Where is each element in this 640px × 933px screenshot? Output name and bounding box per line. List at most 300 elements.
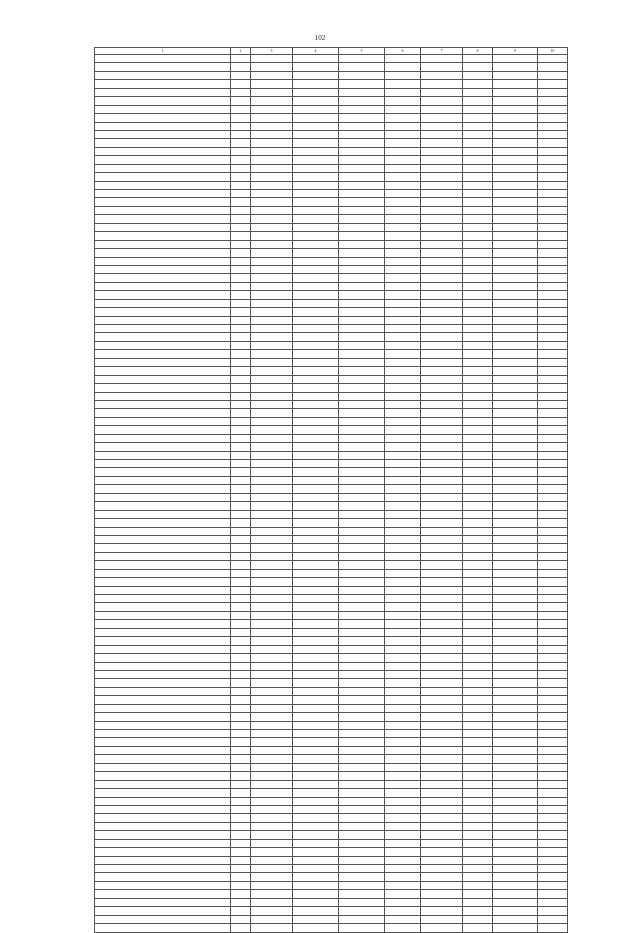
table-row	[95, 139, 568, 147]
table-cell	[251, 772, 293, 780]
table-cell	[293, 915, 339, 923]
table-cell	[463, 552, 493, 560]
table-cell	[463, 907, 493, 915]
table-cell	[385, 460, 421, 468]
table-cell	[421, 502, 463, 510]
table-cell	[293, 460, 339, 468]
table-cell	[538, 392, 568, 400]
table-cell	[421, 578, 463, 586]
table-cell	[538, 460, 568, 468]
table-cell	[493, 156, 538, 164]
table-cell	[421, 730, 463, 738]
table-cell	[463, 578, 493, 586]
table-cell	[463, 434, 493, 442]
table-cell	[231, 662, 251, 670]
table-cell	[493, 780, 538, 788]
table-cell	[538, 240, 568, 248]
table-cell	[421, 713, 463, 721]
table-cell	[385, 468, 421, 476]
table-cell	[231, 789, 251, 797]
table-row	[95, 130, 568, 138]
table-cell	[538, 223, 568, 231]
table-cell	[95, 400, 231, 408]
table-row	[95, 417, 568, 425]
table-cell	[493, 358, 538, 366]
table-cell	[231, 654, 251, 662]
table-cell	[251, 198, 293, 206]
column-number: 7	[421, 48, 463, 55]
table-cell	[293, 417, 339, 425]
table-cell	[463, 114, 493, 122]
table-row	[95, 468, 568, 476]
table-cell	[538, 350, 568, 358]
table-cell	[463, 797, 493, 805]
table-cell	[421, 839, 463, 847]
table-cell	[538, 358, 568, 366]
table-cell	[463, 839, 493, 847]
table-cell	[538, 114, 568, 122]
table-cell	[293, 814, 339, 822]
table-cell	[421, 400, 463, 408]
table-cell	[493, 417, 538, 425]
column-number: 1	[95, 48, 231, 55]
table-cell	[251, 130, 293, 138]
table-cell	[293, 856, 339, 864]
table-cell	[95, 105, 231, 113]
table-cell	[421, 367, 463, 375]
table-row	[95, 476, 568, 484]
table-cell	[493, 485, 538, 493]
table-cell	[231, 80, 251, 88]
table-cell	[95, 215, 231, 223]
table-cell	[538, 97, 568, 105]
table-cell	[421, 797, 463, 805]
table-cell	[293, 569, 339, 577]
table-cell	[463, 341, 493, 349]
table-cell	[231, 122, 251, 130]
table-cell	[385, 586, 421, 594]
table-cell	[421, 746, 463, 754]
table-row	[95, 367, 568, 375]
table-cell	[231, 164, 251, 172]
table-cell	[293, 139, 339, 147]
table-cell	[293, 510, 339, 518]
table-cell	[538, 308, 568, 316]
table-cell	[293, 789, 339, 797]
table-cell	[463, 308, 493, 316]
table-cell	[421, 645, 463, 653]
table-cell	[538, 924, 568, 932]
table-cell	[251, 730, 293, 738]
table-cell	[385, 443, 421, 451]
table-cell	[95, 274, 231, 282]
table-cell	[421, 890, 463, 898]
table-row	[95, 789, 568, 797]
table-cell	[95, 485, 231, 493]
table-cell	[293, 392, 339, 400]
table-cell	[538, 181, 568, 189]
table-cell	[538, 628, 568, 636]
table-cell	[538, 603, 568, 611]
table-cell	[421, 451, 463, 459]
table-cell	[95, 561, 231, 569]
table-cell	[95, 502, 231, 510]
table-cell	[493, 55, 538, 63]
table-row	[95, 97, 568, 105]
table-row	[95, 232, 568, 240]
table-cell	[95, 738, 231, 746]
table-cell	[538, 848, 568, 856]
table-cell	[293, 898, 339, 906]
table-cell	[251, 443, 293, 451]
table-cell	[538, 535, 568, 543]
table-cell	[293, 679, 339, 687]
table-cell	[493, 502, 538, 510]
table-cell	[493, 97, 538, 105]
table-cell	[538, 763, 568, 771]
table-cell	[251, 156, 293, 164]
table-row	[95, 687, 568, 695]
table-row	[95, 291, 568, 299]
table-cell	[493, 721, 538, 729]
table-cell	[251, 493, 293, 501]
column-number: 5	[339, 48, 385, 55]
table-cell	[293, 164, 339, 172]
table-cell	[538, 190, 568, 198]
table-cell	[231, 881, 251, 889]
table-cell	[95, 907, 231, 915]
table-cell	[339, 856, 385, 864]
table-cell	[385, 755, 421, 763]
table-cell	[293, 350, 339, 358]
table-cell	[385, 274, 421, 282]
table-cell	[231, 569, 251, 577]
table-cell	[293, 881, 339, 889]
table-cell	[421, 417, 463, 425]
table-cell	[463, 544, 493, 552]
table-cell	[538, 502, 568, 510]
table-cell	[463, 164, 493, 172]
table-cell	[493, 679, 538, 687]
table-row	[95, 443, 568, 451]
table-cell	[538, 578, 568, 586]
table-cell	[251, 468, 293, 476]
table-cell	[385, 620, 421, 628]
table-cell	[421, 873, 463, 881]
table-cell	[463, 603, 493, 611]
table-cell	[421, 316, 463, 324]
table-cell	[251, 679, 293, 687]
table-cell	[339, 190, 385, 198]
table-cell	[231, 460, 251, 468]
table-cell	[231, 223, 251, 231]
table-cell	[95, 890, 231, 898]
table-cell	[493, 763, 538, 771]
table-row	[95, 206, 568, 214]
table-cell	[339, 780, 385, 788]
table-cell	[95, 232, 231, 240]
table-cell	[385, 738, 421, 746]
table-cell	[339, 409, 385, 417]
table-row	[95, 485, 568, 493]
table-cell	[95, 535, 231, 543]
table-row	[95, 620, 568, 628]
table-cell	[251, 848, 293, 856]
table-cell	[339, 814, 385, 822]
table-cell	[538, 443, 568, 451]
table-cell	[251, 308, 293, 316]
table-cell	[493, 704, 538, 712]
table-cell	[493, 190, 538, 198]
table-cell	[293, 63, 339, 71]
table-cell	[538, 569, 568, 577]
table-cell	[538, 687, 568, 695]
table-cell	[95, 299, 231, 307]
table-cell	[538, 434, 568, 442]
table-cell	[421, 173, 463, 181]
table-cell	[463, 274, 493, 282]
table-cell	[385, 544, 421, 552]
table-cell	[293, 426, 339, 434]
column-number: 4	[293, 48, 339, 55]
table-cell	[463, 679, 493, 687]
table-cell	[293, 822, 339, 830]
table-cell	[463, 704, 493, 712]
table-cell	[385, 493, 421, 501]
table-cell	[339, 654, 385, 662]
table-cell	[231, 130, 251, 138]
table-cell	[293, 249, 339, 257]
table-cell	[421, 468, 463, 476]
table-cell	[95, 755, 231, 763]
table-cell	[385, 519, 421, 527]
table-cell	[463, 443, 493, 451]
table-cell	[463, 97, 493, 105]
table-cell	[463, 662, 493, 670]
table-cell	[95, 645, 231, 653]
table-cell	[421, 755, 463, 763]
table-cell	[231, 637, 251, 645]
table-cell	[385, 611, 421, 619]
table-cell	[251, 814, 293, 822]
table-cell	[251, 190, 293, 198]
table-cell	[251, 392, 293, 400]
table-row	[95, 696, 568, 704]
table-cell	[95, 831, 231, 839]
table-cell	[251, 375, 293, 383]
table-cell	[95, 206, 231, 214]
table-cell	[231, 63, 251, 71]
table-row	[95, 654, 568, 662]
table-cell	[251, 890, 293, 898]
table-cell	[493, 130, 538, 138]
table-row	[95, 173, 568, 181]
table-cell	[463, 755, 493, 763]
table-cell	[95, 865, 231, 873]
table-cell	[538, 164, 568, 172]
table-cell	[493, 578, 538, 586]
table-cell	[293, 721, 339, 729]
table-cell	[385, 206, 421, 214]
table-cell	[385, 130, 421, 138]
table-cell	[231, 890, 251, 898]
table-cell	[421, 696, 463, 704]
table-cell	[339, 122, 385, 130]
table-cell	[463, 223, 493, 231]
table-cell	[385, 257, 421, 265]
table-cell	[493, 426, 538, 434]
table-cell	[95, 139, 231, 147]
table-cell	[251, 265, 293, 273]
table-cell	[231, 426, 251, 434]
table-cell	[251, 181, 293, 189]
table-cell	[385, 679, 421, 687]
table-cell	[231, 375, 251, 383]
table-cell	[463, 249, 493, 257]
table-cell	[463, 181, 493, 189]
table-cell	[493, 274, 538, 282]
table-cell	[251, 341, 293, 349]
table-cell	[463, 139, 493, 147]
table-row	[95, 704, 568, 712]
table-cell	[231, 97, 251, 105]
table-cell	[231, 603, 251, 611]
table-cell	[95, 805, 231, 813]
table-cell	[251, 384, 293, 392]
table-cell	[385, 139, 421, 147]
table-cell	[385, 662, 421, 670]
table-cell	[339, 206, 385, 214]
table-cell	[538, 822, 568, 830]
table-cell	[293, 71, 339, 79]
table-row	[95, 746, 568, 754]
table-cell	[385, 409, 421, 417]
table-cell	[231, 805, 251, 813]
table-cell	[385, 839, 421, 847]
table-cell	[538, 249, 568, 257]
table-cell	[385, 789, 421, 797]
table-cell	[251, 249, 293, 257]
table-cell	[385, 502, 421, 510]
financial-table	[94, 47, 568, 933]
table-row	[95, 915, 568, 923]
table-cell	[251, 460, 293, 468]
table-cell	[231, 198, 251, 206]
table-row	[95, 434, 568, 442]
table-cell	[339, 763, 385, 771]
table-cell	[339, 502, 385, 510]
table-cell	[339, 730, 385, 738]
table-cell	[493, 434, 538, 442]
table-cell	[293, 105, 339, 113]
table-cell	[385, 299, 421, 307]
table-cell	[95, 898, 231, 906]
table-cell	[339, 426, 385, 434]
table-cell	[251, 527, 293, 535]
table-cell	[339, 679, 385, 687]
table-cell	[339, 400, 385, 408]
table-cell	[385, 924, 421, 932]
table-cell	[231, 114, 251, 122]
table-row	[95, 805, 568, 813]
table-cell	[95, 333, 231, 341]
table-row	[95, 890, 568, 898]
table-cell	[231, 400, 251, 408]
column-number: 8	[463, 48, 493, 55]
table-cell	[421, 274, 463, 282]
table-cell	[493, 645, 538, 653]
table-cell	[95, 240, 231, 248]
table-cell	[293, 274, 339, 282]
table-row	[95, 763, 568, 771]
table-cell	[463, 620, 493, 628]
table-cell	[95, 341, 231, 349]
table-cell	[385, 881, 421, 889]
table-cell	[95, 510, 231, 518]
table-cell	[339, 687, 385, 695]
table-cell	[293, 291, 339, 299]
table-cell	[339, 97, 385, 105]
table-cell	[421, 662, 463, 670]
table-cell	[493, 881, 538, 889]
table-cell	[463, 628, 493, 636]
table-cell	[251, 865, 293, 873]
table-cell	[421, 257, 463, 265]
table-cell	[463, 535, 493, 543]
table-cell	[231, 814, 251, 822]
table-cell	[293, 181, 339, 189]
table-cell	[493, 848, 538, 856]
table-cell	[251, 805, 293, 813]
table-cell	[251, 654, 293, 662]
table-cell	[231, 611, 251, 619]
table-cell	[421, 738, 463, 746]
table-cell	[95, 839, 231, 847]
table-row	[95, 249, 568, 257]
table-row	[95, 460, 568, 468]
table-cell	[538, 55, 568, 63]
table-cell	[385, 426, 421, 434]
table-cell	[538, 291, 568, 299]
table-cell	[493, 856, 538, 864]
table-cell	[95, 325, 231, 333]
table-cell	[493, 637, 538, 645]
table-cell	[231, 670, 251, 678]
table-cell	[538, 493, 568, 501]
table-cell	[231, 215, 251, 223]
table-cell	[251, 696, 293, 704]
table-cell	[339, 468, 385, 476]
table-cell	[385, 384, 421, 392]
table-row	[95, 738, 568, 746]
table-cell	[95, 392, 231, 400]
table-cell	[231, 476, 251, 484]
table-cell	[231, 924, 251, 932]
table-cell	[251, 485, 293, 493]
table-cell	[385, 561, 421, 569]
table-cell	[421, 805, 463, 813]
table-row	[95, 519, 568, 527]
table-cell	[293, 341, 339, 349]
table-cell	[95, 679, 231, 687]
table-cell	[538, 696, 568, 704]
table-row	[95, 569, 568, 577]
table-cell	[493, 350, 538, 358]
table-cell	[538, 384, 568, 392]
table-cell	[293, 527, 339, 535]
table-cell	[493, 924, 538, 932]
table-cell	[421, 350, 463, 358]
